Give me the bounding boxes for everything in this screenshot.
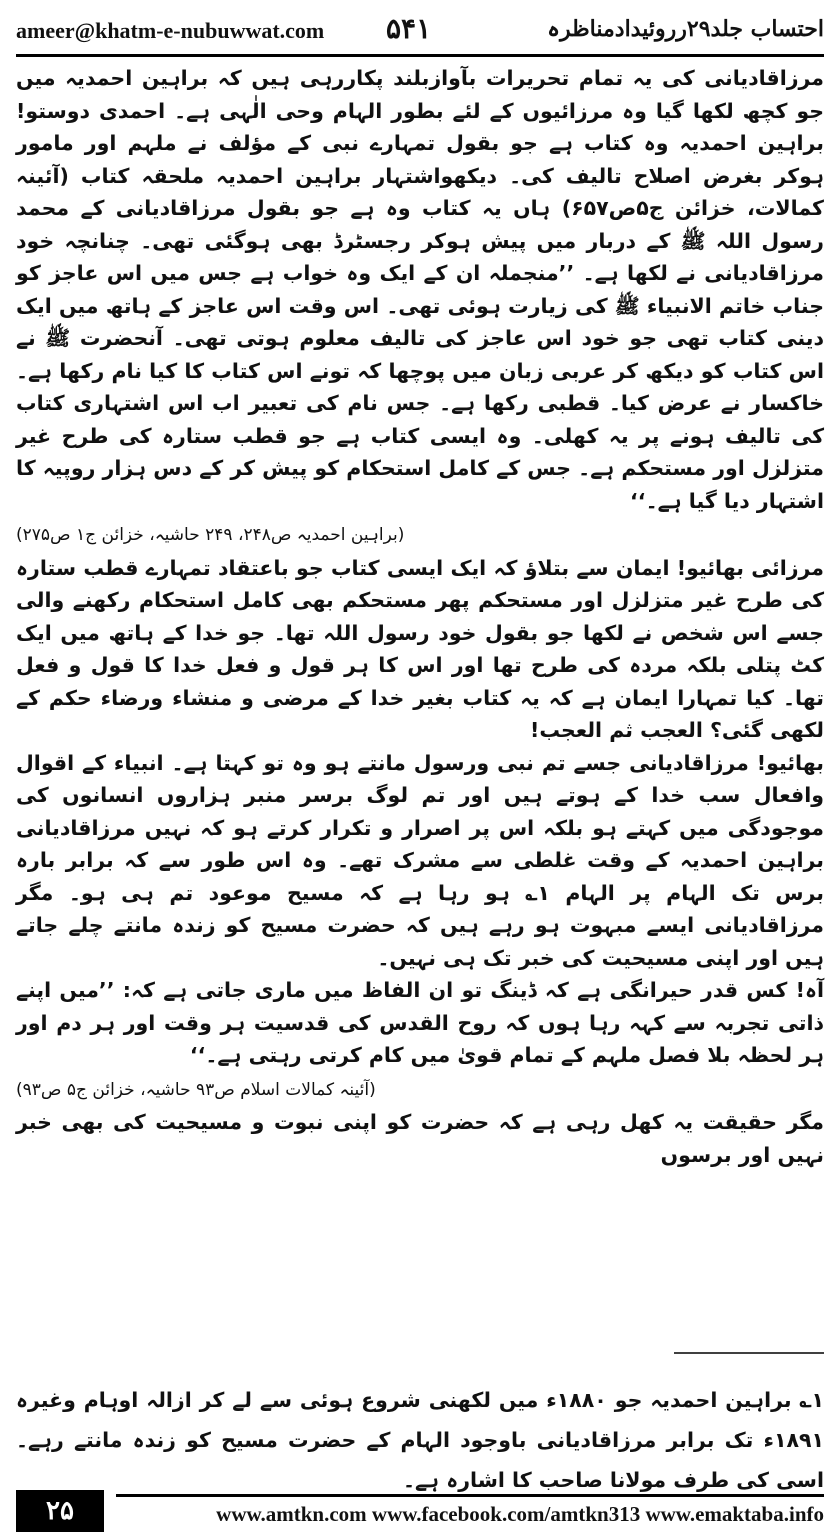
paragraph-4: آہ! کس قدر حیرانگی ہے کہ ڈینگ تو ان الفاظ میں ماری جاتی ہے کہ: ’’میں اپنے ذاتی تجربہ سے کہہ رہا ہوں کہ روح القدس کی قدسیت ہر وقت اور ہر دم اور ہر لحظہ بلا فصل ملہم کے تمام قویٰ میں کام کرتی رہتی ہے۔‘‘ [16, 978, 824, 1067]
header-title: احتساب جلد۲۹رروئیدادمناظرہ [547, 16, 824, 42]
book-page-number: ۲۵ [16, 1490, 104, 1532]
reference-2: (آئینہ کمالات اسلام ص۹۳ حاشیہ، خزائن ج۵ ص۹۳) [16, 1079, 376, 1100]
paragraph-2: مرزائی بھائیو! ایمان سے بتلاؤ کہ ایک ایسی کتاب جو باعتقاد تمہارے قطب ستارہ کی طرح غیر متزلزل اور مستحکم پھر مستحکم بھی کامل استحکام رکھنے والی جسے اس شخص نے لکھا جو بقول خود رسول اللہ تھا۔ جو خدا کے ہاتھ میں ایک کٹ پتلی بلکہ مردہ کی طرح تھا اور اس کا ہر قول و فعل خدا کا قول و فعل تھا۔ کیا تمہارا ایمان ہے کہ یہ کتاب بغیر خدا کے مرضی و منشاء ورضاء حکم کے لکھی گئی؟ العجب ثم العجب! [16, 555, 824, 742]
header-email: ameer@khatm-e-nubuwwat.com [16, 18, 325, 43]
footnote: ۱؎ براہین احمدیہ جو ۱۸۸۰ء میں لکھنی شروع ہوئی سے لے کر ازالہ اوہام وغیرہ ۱۸۹۱ء تک برابر مرزاقادیانی باوجود الہام کے حضرت مسیح کو زندہ مانتے رہے۔ اسی کی طرف مولانا صاحب کا اشارہ ہے۔ [16, 1388, 824, 1492]
page-header [16, 8, 824, 52]
header-page-number: ۵۴۱ [386, 12, 432, 45]
footnote-separator [16, 1346, 824, 1360]
paragraph-5: مگر حقیقت یہ کھل رہی ہے کہ حضرت کو اپنی نبوت و مسیحیت کی بھی خبر نہیں اور برسوں [16, 1110, 824, 1167]
reference-1: (براہین احمدیہ ص۲۴۸، ۲۴۹ حاشیہ، خزائن ج۱ ص۲۷۵) [16, 525, 405, 545]
header-rule [16, 54, 824, 57]
footer-rule [116, 1494, 824, 1497]
page-footer [16, 1490, 824, 1532]
footer-links: www.amtkn.com www.facebook.com/amtkn313 www.emaktaba.info [216, 1502, 824, 1526]
main-text [16, 62, 824, 1171]
paragraph-3: بھائیو! مرزاقادیانی جسے تم نبی ورسول مانتے ہو وہ تو کہتا ہے۔ انبیاء کے اقوال وافعال سب خدا کے ہوتے ہیں اور تم لوگ برسر منبر ہزاروں انسانوں کی موجودگی میں کہتے ہو بلکہ اس پر اصرار و تکرار کرتے ہو کہ نہیں مرزاقادیانی براہین احمدیہ کے وقت غلطی سے مشرک تھے۔ وہ اس طور سے کہ برابر بارہ برس تک الہام پر الہام ۱؎ ہو رہا ہے کہ مسیح موعود تم ہی ہو۔ مگر مرزاقادیانی ایسے مبہوت ہو رہے ہیں کہ حضرت مسیح کو زندہ مانتے چلے جاتے ہیں اور اپنی مسیحیت کی خبر تک ہی نہیں۔ [16, 750, 824, 970]
paragraph-1: مرزاقادیانی کی یہ تمام تحریرات بآوازبلند پکاررہی ہیں کہ براہین احمدیہ میں جو کچھ لکھا گیا وہ مرزائیوں کے لئے بطور الہام وحی الٰہی ہے۔ احمدی دوستو! براہین احمدیہ وہ کتاب ہے جو بقول تمہارے نبی کے مؤلف نے ملہم اور مامور ہوکر بغرض اصلاح تالیف کی۔ دیکھواشتہار براہین احمدیہ ملحقہ کتاب (آئینہ کمالات، خزائن ج۵ص۶۵۷) ہاں یہ کتاب وہ ہے جو بقول مرزاقادیانی کے محمد رسول اللہ ﷺ کے دربار میں پیش ہوکر رجسٹرڈ بھی ہوگئی تھی۔ چنانچہ خود مرزاقادیانی نے لکھا ہے۔ ’’منجملہ ان کے ایک وہ خواب ہے جس میں اس عاجز کو جناب خاتم الانبیاء ﷺ کی زیارت ہوئی تھی۔ اس وقت اس عاجز کے ہاتھ میں ایک دینی کتاب تھی جو خود اس عاجز کی تالیف معلوم ہوتی تھی۔ آنحضرت ﷺ نے اس کتاب کو دیکھ کر عربی زبان میں پوچھا کہ تونے اس کتاب کا کیا نام رکھا ہے۔ خاکسار نے عرض کیا۔ قطبی رکھا ہے۔ جس نام کی تعبیر اب اس اشتہاری کتاب کی تالیف ہونے پر یہ کھلی۔ وہ ایسی کتاب ہے جو قطب ستارہ کی طرح غیر متزلزل اور مستحکم ہے۔ جس کے کامل استحکام کو پیش کر کے دس ہزار روپیہ کا اشتہار دیا گیا ہے۔‘‘ [16, 66, 824, 513]
